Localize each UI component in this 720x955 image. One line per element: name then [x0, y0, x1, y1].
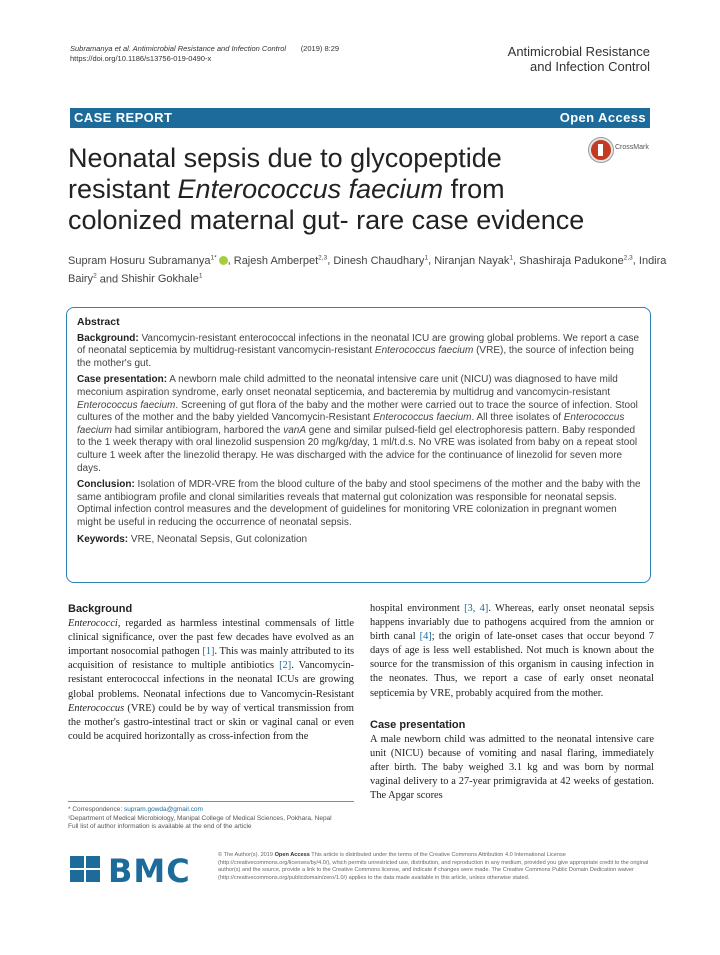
license-open-access: Open Access: [274, 852, 310, 858]
abstract-case: [77, 374, 642, 475]
journal-line-1: Antimicrobial Resistance: [507, 44, 650, 59]
abstract-organism: Enterococcus faecium: [373, 412, 472, 424]
author-affiliation: 1: [509, 254, 514, 261]
crossmark-badge[interactable]: [589, 138, 659, 178]
correspondence-email[interactable]: supram.gowda@gmail.com: [124, 806, 203, 813]
reference-link[interactable]: [2]: [279, 660, 292, 672]
abstract-case-label: Case presentation:: [77, 374, 168, 386]
author-name: Shishir Gokhale: [121, 273, 199, 286]
author-name: Rajesh Amberpet: [233, 254, 319, 267]
abstract-text: . All three isolates of: [471, 412, 564, 424]
background-paragraph: [68, 617, 354, 744]
abstract-keywords: [77, 534, 642, 547]
abstract-text: . Screening of gut flora of the baby and the mother were carried out to trace the source of infection. Stool cultures of the mother and the baby yielded Vancomycin-Resistant: [77, 399, 638, 424]
bmc-logo[interactable]: [70, 850, 210, 890]
title-organism: Enterococcus faecium: [177, 174, 444, 204]
body-organism: Enterococci: [68, 618, 118, 630]
abstract-heading: Abstract: [77, 316, 120, 328]
keywords-text: VRE, Neonatal Sepsis, Gut colonization: [128, 533, 308, 545]
left-column: [68, 602, 354, 744]
citation: [70, 44, 339, 64]
background-continuation: [370, 602, 654, 701]
author[interactable]: [68, 255, 228, 267]
abstract-text: (VRE), the source of infection being the mother's gut.: [77, 345, 634, 369]
author[interactable]: [121, 273, 202, 285]
abstract-gene: vanA: [283, 424, 307, 436]
author[interactable]: [234, 255, 327, 267]
reference-link[interactable]: [1]: [202, 646, 215, 658]
abstract-text: Vancomycin-resistant enterococcal infections in the neonatal ICU are growing global problems. We report a case of neonatal septicemia by multidrug-resistant vancomycin-resistant: [77, 332, 640, 357]
reference-link[interactable]: [3, 4]: [464, 603, 489, 614]
article-type-banner: [70, 108, 650, 128]
orcid-icon[interactable]: [219, 256, 228, 265]
author-name: Indira Bairy: [68, 254, 667, 286]
article-title: [68, 143, 588, 236]
body-text: . Whereas, early onset neonatal sepsis happens invariably due to pathogens acquired from the amnion or birth canal: [370, 603, 654, 643]
body-organism: Enterococcus: [68, 702, 125, 714]
title-part-2: from colonized maternal gut- rare case evidence: [68, 174, 585, 235]
author-name: Dinesh Chaudhary: [333, 254, 425, 267]
author[interactable]: [333, 255, 428, 267]
license-text: This article is distributed under the terms of the Creative Commons Attribution 4.0 International License (http://creativecommons.org/licenses/by/4.0/), which permits unrestricted use, distribution, and reproduction in any medium, provided you give appropriate credit to the original author(s) and the source, provide a link to the Creative Commons license, and indicate if changes were made. The Creative Commons Public Domain Dedication waiver (http://creativecommons.org/publicdomain/zero/1.0/) applies to the data made available in this article, unless otherwise stated.: [218, 852, 649, 881]
correspondence: [68, 806, 354, 815]
citation-year: (2019) 8:29: [300, 44, 340, 53]
citation-journal: Subramanya et al. Antimicrobial Resistance and Infection Control: [70, 44, 287, 53]
abstract-organism: Enterococcus faecium: [77, 412, 625, 436]
abstract-text: gene and similar pulsed-field gel electrophoresis pattern. Baby responded to the 1 week therapy with oral linezolid suspension 20 mg/kg/day, 1 ml/t.d.s. No VRE was isolated from baby on a repeat stool culture 1 week after the linezolid therapy. He was discharged with the advice for the continuance of linezolid for seven more days.: [77, 424, 638, 474]
keywords-label: Keywords:: [77, 533, 129, 545]
author-info-note: Full list of author information is available at the end of the article: [68, 823, 252, 830]
author-name: Shashiraja Padukone: [519, 254, 624, 267]
abstract-box: [66, 307, 651, 583]
abstract-text: A newborn male child admitted to the neonatal intensive care unit (NICU) was diagnosed to have mild meconium aspiration syndrome, early onset neonatal septicemia, and bacteremia by multidrug and vancomycin-resistant: [77, 374, 618, 398]
case-presentation-heading: Case presentation: [370, 718, 466, 731]
abstract-conclusion: [77, 479, 642, 529]
author-name: Supram Hosuru Subramanya: [68, 254, 211, 267]
license-text: © The Author(s). 2019: [218, 852, 275, 858]
body-text: , regarded as harmless intestinal commensals of little clinical significance, over the past few decades have evolved as an important nosocomial pathogen: [68, 618, 354, 658]
title-part-1: Neonatal sepsis due to glycopeptide resistant: [68, 143, 502, 204]
author-name: Niranjan Nayak: [434, 254, 510, 267]
body-text: (VRE) could be by way of vertical transmission from the mother's gastro-intestinal tract or skin or vaginal canal or even could be acquired horizontally as cross-infection from the: [68, 702, 354, 742]
abstract-organism: Enterococcus faecium: [77, 399, 176, 411]
author-affiliation: 2,3: [318, 254, 328, 261]
abstract-text: Isolation of MDR-VRE from the blood culture of the baby and stool specimens of the mother and the baby with the same antibiogram profile and clonal similarities reveals that maternal gut colonization was responsible for neonatal sepsis. Optimal infection control measures and the development of guidelines for monitoring VRE colonization in pregnant women might be useful in reducing the occurrence of neonatal sepsis.: [77, 479, 641, 528]
author-affiliation: 1: [424, 254, 429, 261]
citation-line: [70, 44, 339, 54]
body-text: . Vancomycin-resistant enterococcal infections in the neonatal ICUs are growing global problems. Neonatal infections due to Vancomycin-Resistant: [68, 660, 355, 700]
affiliation: ¹Department of Medical Microbiology, Manipal College of Medical Sciences, Pokhara, Nepal: [68, 814, 332, 822]
correspondence-label: * Correspondence:: [68, 806, 125, 813]
doi-link[interactable]: https://doi.org/10.1186/s13756-019-0490-x: [70, 54, 212, 63]
background-heading: Background: [68, 603, 133, 615]
body-text: hospital environment: [370, 603, 465, 614]
abstract-organism: Enterococcus faecium: [374, 345, 474, 357]
article-type: CASE REPORT: [74, 110, 173, 125]
author-affiliation: 2,3: [623, 254, 633, 261]
license-statement: [218, 852, 658, 882]
body-text: . This was mainly attributed to its acquisition of resistance to multiple antibiotics: [68, 646, 355, 672]
author-affiliation: 2: [93, 272, 97, 280]
bmc-logo-icon: [70, 856, 102, 884]
journal-line-2: and Infection Control: [530, 59, 650, 74]
author[interactable]: [519, 255, 633, 267]
crossmark-label: CrossMark: [615, 144, 649, 151]
open-access-label: Open Access: [559, 110, 646, 125]
author-list: Supram Hosuru Subramanya$^{1*}$ , Rajesh Amberpet$^{2,3}$, Dinesh Chaudhary$^1$, Niranjan Nayak$^1$, Shashiraja Padukone$^{2,3}$, Indira Bairy$^2$ and Shishir Gokhale$^1$: [68, 254, 667, 286]
footnotes: [68, 801, 354, 832]
body-text: ; the origin of late-onset cases that occur beyond 7 days of age is less well established. Not much is known about the source for the transmission of this organism in causing infection in the neonates. Thus, we report a case of early onset neonatal septicemia by VRE, probably acquired from the mother.: [370, 631, 654, 699]
abstract-background-label: Background:: [77, 332, 139, 344]
author-affiliation: 1: [198, 272, 203, 280]
crossmark-icon: [589, 138, 613, 162]
journal-name: [508, 44, 650, 74]
bmc-logo-text: BMC: [108, 852, 191, 890]
abstract-conclusion-label: Conclusion:: [77, 479, 135, 491]
author[interactable]: [434, 255, 513, 267]
abstract-background: [77, 333, 642, 371]
right-column: [370, 602, 654, 803]
author-affiliation: 1*: [210, 254, 217, 261]
abstract-text: had similar antibiogram, harbored the: [112, 424, 284, 436]
case-presentation-paragraph: A male newborn child was admitted to the neonatal intensive care unit (NICU) because of vomiting and nasal flaring, immediately after birth. The baby weighed 3.1 kg and was born by normal vaginal delivery to a 27-year primigravida at 42 weeks of gestation. The Apgar scores: [370, 733, 654, 802]
reference-link[interactable]: [4]: [419, 631, 432, 643]
